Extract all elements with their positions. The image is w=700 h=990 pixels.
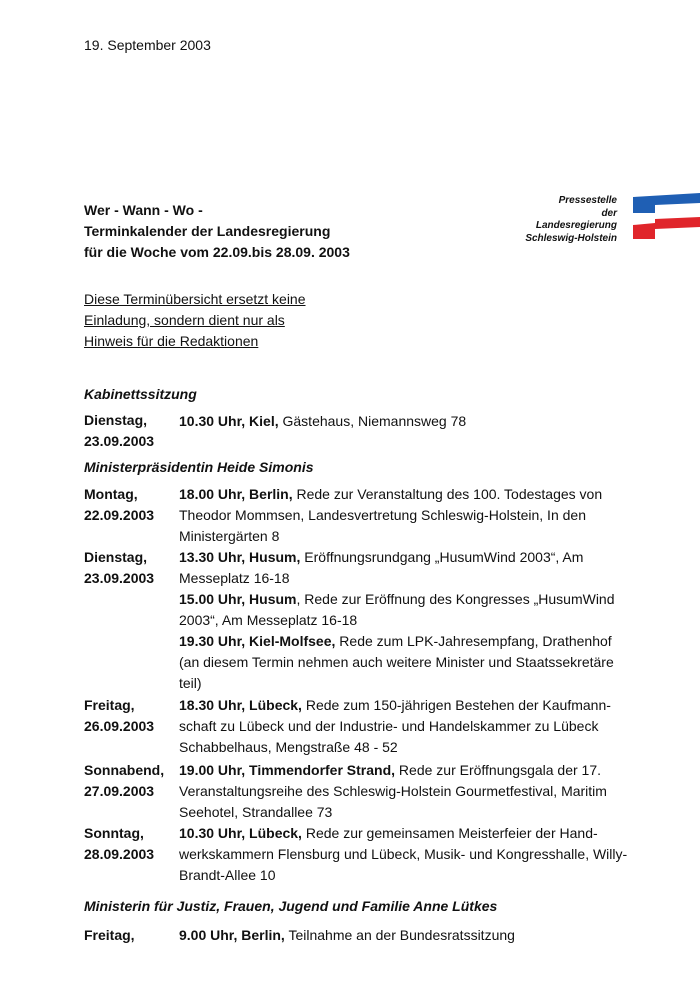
appointment-time-place: 13.30 Uhr, Husum, [179, 549, 301, 565]
appointment-text: Rede zur Eröffnungsgala der 17. Veranstaltungsreihe des Schleswig-Holstein Gourmetfestival, Maritim Seehotel, Strandallee 73 [179, 762, 607, 820]
appointment-time-place: 9.00 Uhr, Berlin, [179, 927, 285, 943]
appointment-time-place: 19.00 Uhr, Timmendorfer Strand, [179, 762, 396, 778]
schedule-row [84, 547, 684, 694]
appointment-text: Gästehaus, Niemannsweg 78 [278, 413, 467, 429]
section-heading: Kabinettssitzung [84, 386, 197, 402]
section-heading: Ministerpräsidentin Heide Simonis [84, 459, 314, 475]
appointment-time-place: 18.30 Uhr, Lübeck, [179, 697, 302, 713]
appointment-text: , Rede zur Eröffnung des Kongresses „HusumWind 2003“, Am Messeplatz 16-18 [179, 591, 615, 628]
appointment-time-place: 19.30 Uhr, Kiel-Molfsee, [179, 633, 336, 649]
appointment [179, 925, 629, 946]
pressestelle-line: Schleswig-Holstein [525, 232, 617, 244]
schedule-row [84, 410, 684, 452]
appointment [179, 695, 629, 758]
day-cell [84, 695, 179, 758]
appointment-text: Teilnahme an der Bundesratssitzung [284, 927, 515, 943]
appointment [179, 823, 629, 886]
day-date: 22.09.2003 [84, 507, 155, 523]
entries [179, 760, 629, 823]
entries [179, 925, 629, 946]
appointment [179, 547, 629, 589]
entries [179, 547, 629, 694]
appointment [179, 631, 629, 694]
section-heading: Ministerin für Justiz, Frauen, Jugend und Familie Anne Lütkes [84, 898, 498, 914]
day-cell [84, 547, 179, 694]
appointment-text: Rede zum LPK-Jahresempfang, Drathenhof (an diesem Termin nehmen auch weitere Minister und Staatssekretäre teil) [179, 633, 614, 691]
notice-line: Diese Terminübersicht ersetzt keine [84, 291, 306, 307]
appointment-time-place: 10.30 Uhr, Kiel, [179, 413, 279, 429]
entries [179, 823, 629, 886]
editorial-notice [84, 289, 306, 352]
weekday: Freitag, [84, 697, 135, 713]
day-date: 26.09.2003 [84, 718, 155, 734]
appointment-time-place: 15.00 Uhr, Husum [179, 591, 297, 607]
appointment-text: Rede zur gemeinsamen Meisterfeier der Hand-werkskammern Flensburg und Lübeck, Musik- und Kongresshalle, Willy-Brandt-Allee 10 [179, 825, 628, 883]
schedule-row [84, 823, 684, 886]
appointment-text: Rede zur Veranstaltung des 100. Todestages von Theodor Mommsen, Landesvertretung Schleswig-Holstein, In den Ministergärten 8 [179, 486, 603, 544]
title-line: für die Woche vom 22.09.bis 28.09. 2003 [84, 244, 350, 260]
appointment-time-place: 18.00 Uhr, Berlin, [179, 486, 293, 502]
appointment [179, 484, 629, 547]
entries [179, 410, 629, 452]
day-cell [84, 484, 179, 547]
weekday: Montag, [84, 486, 138, 502]
appointment [179, 410, 629, 432]
day-cell [84, 823, 179, 886]
appointment-time-place: 10.30 Uhr, Lübeck, [179, 825, 302, 841]
title-line: Wer - Wann - Wo - [84, 202, 203, 218]
day-date: 23.09.2003 [84, 433, 155, 449]
day-date: 23.09.2003 [84, 570, 155, 586]
appointment [179, 589, 629, 631]
day-cell [84, 410, 179, 452]
entries [179, 484, 629, 547]
weekday: Sonntag, [84, 825, 144, 841]
schedule-row [84, 484, 684, 547]
schedule-row [84, 695, 684, 758]
document-title [84, 200, 350, 263]
notice-line: Einladung, sondern dient nur als [84, 312, 285, 328]
pressestelle-label [470, 195, 617, 245]
appointment [179, 760, 629, 823]
notice-line: Hinweis für die Redaktionen [84, 333, 259, 349]
logo-red-stripe [633, 217, 700, 239]
weekday: Dienstag, [84, 412, 148, 428]
day-cell [84, 925, 179, 946]
weekday: Dienstag, [84, 549, 148, 565]
logo-blue-stripe [633, 193, 700, 213]
schedule-row [84, 760, 684, 823]
weekday: Sonnabend, [84, 762, 165, 778]
appointment-text: Rede zum 150-jährigen Bestehen der Kaufmann-schaft zu Lübeck und der Industrie- und Handelskammer zu Lübeck Schabbelhaus, Mengstraße 48 - 52 [179, 697, 611, 755]
pressestelle-line: Pressestelle [558, 195, 617, 206]
landesregierung-logo [633, 193, 700, 243]
pressestelle-line: Landesregierung [535, 220, 617, 231]
document-date: 19. September 2003 [84, 37, 211, 53]
weekday: Freitag, [84, 927, 135, 943]
day-date: 27.09.2003 [84, 783, 155, 799]
appointment-text: Eröffnungsrundgang „HusumWind 2003“, Am Messeplatz 16-18 [179, 549, 584, 586]
day-date: 28.09.2003 [84, 846, 155, 862]
day-cell [84, 760, 179, 823]
entries [179, 695, 629, 758]
pressestelle-line: der [601, 207, 617, 219]
title-line: Terminkalender der Landesregierung [84, 223, 331, 239]
schedule-row [84, 925, 684, 946]
